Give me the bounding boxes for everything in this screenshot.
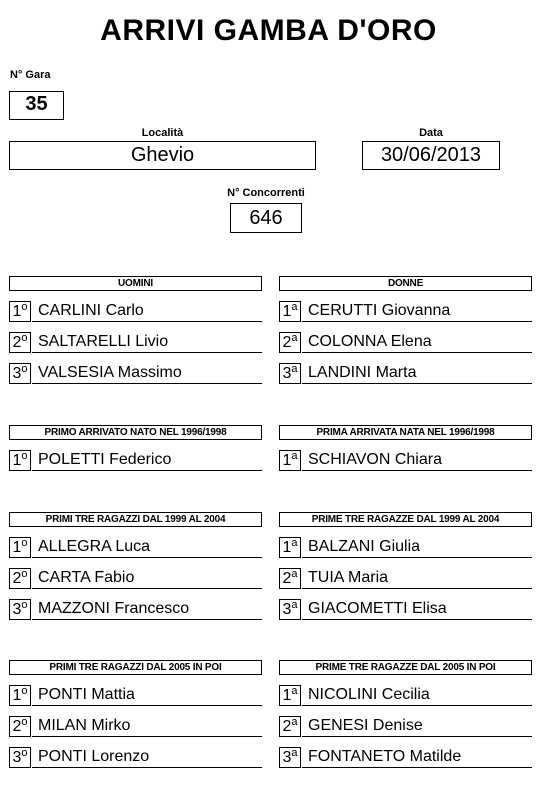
athlete-name: TUIA Maria	[302, 568, 532, 589]
rank-box	[9, 568, 31, 589]
athlete-name: ALLEGRA Luca	[32, 537, 262, 558]
athlete-name: MAZZONI Francesco	[32, 599, 262, 620]
rank-ordinal: o	[21, 716, 28, 728]
rank-box	[279, 363, 301, 384]
section-header: DONNE	[279, 276, 532, 291]
rank-box	[9, 537, 31, 558]
rank-ordinal: a	[291, 450, 298, 462]
rank-number: 1	[282, 539, 292, 556]
athlete-name: LANDINI Marta	[302, 363, 532, 384]
rank-ordinal: o	[21, 747, 28, 759]
rank-number: 3	[282, 749, 292, 766]
rank-number: 1	[282, 687, 292, 704]
athlete-name: CERUTTI Giovanna	[302, 301, 532, 322]
athlete-name: NICOLINI Cecilia	[302, 685, 532, 706]
athlete-name: GIACOMETTI Elisa	[302, 599, 532, 620]
rank-ordinal: o	[21, 450, 28, 462]
rank-box	[279, 332, 301, 353]
rank-number: 2	[282, 334, 292, 351]
rank-number: 1	[12, 687, 22, 704]
rank-ordinal: o	[21, 685, 28, 697]
rank-number: 3	[282, 365, 292, 382]
rank-ordinal: a	[291, 716, 298, 728]
rank-number: 2	[12, 718, 22, 735]
localita-label: Località	[141, 127, 184, 139]
rank-box	[9, 599, 31, 620]
rank-number: 3	[12, 365, 22, 382]
athlete-name: CARLINI Carlo	[32, 301, 262, 322]
rank-ordinal: a	[291, 599, 298, 611]
page-title: ARRIVI GAMBA D'ORO	[100, 14, 437, 47]
section-header: PRIMI TRE RAGAZZI DAL 2005 IN POI	[9, 660, 262, 675]
data-value: 30/06/2013	[362, 141, 500, 170]
rank-box	[9, 685, 31, 706]
rank-number: 2	[282, 570, 292, 587]
concorrenti-value: 646	[230, 203, 302, 233]
rank-number: 2	[12, 334, 22, 351]
rank-box	[279, 568, 301, 589]
rank-number: 2	[12, 570, 22, 587]
rank-ordinal: a	[291, 537, 298, 549]
rank-ordinal: a	[291, 301, 298, 313]
rank-number: 1	[12, 303, 22, 320]
section-header: PRIME TRE RAGAZZE DAL 2005 IN POI	[279, 660, 532, 675]
rank-box	[9, 332, 31, 353]
concorrenti-label: N° Concorrenti	[227, 187, 305, 199]
section-header: PRIMA ARRIVATA NATA NEL 1996/1998	[279, 425, 532, 440]
rank-ordinal: o	[21, 332, 28, 344]
rank-ordinal: a	[291, 685, 298, 697]
gara-label: N° Gara	[10, 69, 51, 81]
gara-value: 35	[9, 91, 64, 120]
rank-ordinal: a	[291, 363, 298, 375]
rank-number: 1	[12, 452, 22, 469]
data-label: Data	[419, 127, 443, 139]
rank-box	[279, 301, 301, 322]
athlete-name: BALZANI Giulia	[302, 537, 532, 558]
rank-ordinal: a	[291, 568, 298, 580]
athlete-name: VALSESIA Massimo	[32, 363, 262, 384]
rank-ordinal: o	[21, 363, 28, 375]
rank-box	[279, 747, 301, 768]
athlete-name: FONTANETO Matilde	[302, 747, 532, 768]
rank-box	[9, 716, 31, 737]
rank-box	[279, 599, 301, 620]
athlete-name: SCHIAVON Chiara	[302, 450, 532, 471]
rank-ordinal: a	[291, 332, 298, 344]
rank-number: 3	[282, 601, 292, 618]
rank-number: 1	[12, 539, 22, 556]
rank-number: 1	[282, 303, 292, 320]
rank-box	[279, 537, 301, 558]
rank-box	[279, 450, 301, 471]
rank-ordinal: o	[21, 301, 28, 313]
athlete-name: CARTA Fabio	[32, 568, 262, 589]
rank-number: 3	[12, 749, 22, 766]
rank-ordinal: o	[21, 537, 28, 549]
rank-box	[279, 716, 301, 737]
rank-ordinal: o	[21, 568, 28, 580]
rank-box	[9, 747, 31, 768]
athlete-name: POLETTI Federico	[32, 450, 262, 471]
rank-box	[9, 363, 31, 384]
rank-box	[9, 301, 31, 322]
athlete-name: PONTI Lorenzo	[32, 747, 262, 768]
rank-number: 3	[12, 601, 22, 618]
rank-ordinal: o	[21, 599, 28, 611]
athlete-name: PONTI Mattia	[32, 685, 262, 706]
rank-box	[279, 685, 301, 706]
section-header: PRIMO ARRIVATO NATO NEL 1996/1998	[9, 425, 262, 440]
rank-box	[9, 450, 31, 471]
athlete-name: SALTARELLI Livio	[32, 332, 262, 353]
section-header: PRIME TRE RAGAZZE DAL 1999 AL 2004	[279, 512, 532, 527]
section-header: PRIMI TRE RAGAZZI DAL 1999 AL 2004	[9, 512, 262, 527]
athlete-name: COLONNA Elena	[302, 332, 532, 353]
rank-ordinal: a	[291, 747, 298, 759]
localita-value: Ghevio	[9, 141, 316, 170]
section-header: UOMINI	[9, 276, 262, 291]
athlete-name: MILAN Mirko	[32, 716, 262, 737]
athlete-name: GENESI Denise	[302, 716, 532, 737]
rank-number: 1	[282, 452, 292, 469]
rank-number: 2	[282, 718, 292, 735]
